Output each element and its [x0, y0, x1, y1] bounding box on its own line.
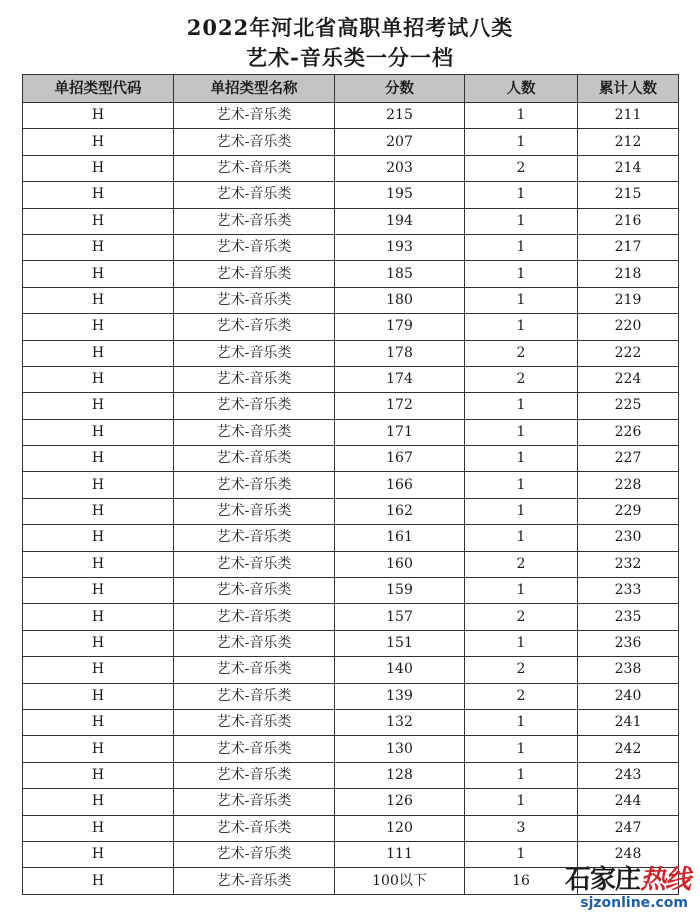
table-row: [23, 314, 679, 340]
table-row: [23, 182, 679, 208]
cell-type-name: 艺术-音乐类: [174, 287, 335, 313]
cell-type-name: 艺术-音乐类: [174, 578, 335, 604]
cell-type-name: 艺术-音乐类: [174, 446, 335, 472]
cell-score: 132: [335, 709, 465, 735]
cell-score: 172: [335, 393, 465, 419]
cell-type-name: 艺术-音乐类: [174, 366, 335, 392]
cell-type-name: 艺术-音乐类: [174, 762, 335, 788]
cell-type-name: 艺术-音乐类: [174, 683, 335, 709]
cell-type-name: 艺术-音乐类: [174, 182, 335, 208]
cell-cumulative: 227: [578, 446, 679, 472]
cell-cumulative: 226: [578, 419, 679, 445]
cell-cumulative: 236: [578, 630, 679, 656]
cell-count: 2: [465, 604, 578, 630]
cell-cumulative: 217: [578, 234, 679, 260]
table-row: [23, 208, 679, 234]
cell-cumulative: 218: [578, 261, 679, 287]
cell-count: 2: [465, 155, 578, 181]
cell-type-code: H: [23, 472, 174, 498]
cell-score: 174: [335, 366, 465, 392]
watermark-url: sjzonline.com: [580, 895, 688, 911]
table-body: [23, 103, 679, 895]
cell-type-code: H: [23, 551, 174, 577]
table-row: [23, 472, 679, 498]
cell-count: 1: [465, 208, 578, 234]
cell-type-code: H: [23, 314, 174, 340]
cell-score: 120: [335, 815, 465, 841]
table-row: [23, 129, 679, 155]
table-row: [23, 762, 679, 788]
cell-count: 1: [465, 182, 578, 208]
cell-count: 2: [465, 551, 578, 577]
cell-cumulative: 212: [578, 129, 679, 155]
cell-type-name: 艺术-音乐类: [174, 868, 335, 894]
cell-type-name: 艺术-音乐类: [174, 234, 335, 260]
cell-count: 1: [465, 129, 578, 155]
table-row: [23, 604, 679, 630]
cell-type-name: 艺术-音乐类: [174, 815, 335, 841]
cell-type-code: H: [23, 815, 174, 841]
table-row: [23, 630, 679, 656]
cell-score: 151: [335, 630, 465, 656]
table-row: [23, 393, 679, 419]
cell-score: 160: [335, 551, 465, 577]
cell-cumulative: 233: [578, 578, 679, 604]
cell-score: 100以下: [335, 868, 465, 894]
table-row: [23, 683, 679, 709]
cell-type-code: H: [23, 736, 174, 762]
cell-cumulative: 243: [578, 762, 679, 788]
cell-type-name: 艺术-音乐类: [174, 103, 335, 129]
cell-type-code: H: [23, 498, 174, 524]
cell-type-name: 艺术-音乐类: [174, 129, 335, 155]
column-header-type-code: 单招类型代码: [23, 75, 174, 103]
cell-type-code: H: [23, 287, 174, 313]
cell-score: 167: [335, 446, 465, 472]
cell-type-name: 艺术-音乐类: [174, 261, 335, 287]
column-header-count: 人数: [465, 75, 578, 103]
site-watermark-logo: [534, 859, 694, 911]
cell-cumulative: 214: [578, 155, 679, 181]
cell-type-name: 艺术-音乐类: [174, 525, 335, 551]
cell-type-code: H: [23, 103, 174, 129]
cell-count: 1: [465, 762, 578, 788]
cell-cumulative: 225: [578, 393, 679, 419]
cell-cumulative: 241: [578, 709, 679, 735]
cell-cumulative: 235: [578, 604, 679, 630]
cell-type-name: 艺术-音乐类: [174, 630, 335, 656]
table-row: [23, 234, 679, 260]
table-row: [23, 498, 679, 524]
cell-cumulative: 224: [578, 366, 679, 392]
document-subtitle: 艺术-音乐类一分一档: [246, 45, 454, 70]
cell-type-code: H: [23, 366, 174, 392]
cell-score: 166: [335, 472, 465, 498]
cell-cumulative: 216: [578, 208, 679, 234]
cell-score: 157: [335, 604, 465, 630]
table-row: [23, 287, 679, 313]
cell-score: 162: [335, 498, 465, 524]
cell-score: 207: [335, 129, 465, 155]
cell-type-name: 艺术-音乐类: [174, 709, 335, 735]
cell-count: 2: [465, 340, 578, 366]
score-table: [22, 74, 679, 895]
cell-cumulative: 247: [578, 815, 679, 841]
cell-cumulative: 220: [578, 314, 679, 340]
table-row: [23, 446, 679, 472]
column-header-score: 分数: [335, 75, 465, 103]
table-row: [23, 551, 679, 577]
document-title: 2022年河北省高职单招考试八类: [186, 15, 514, 40]
table-row: [23, 789, 679, 815]
cell-count: 2: [465, 683, 578, 709]
cell-score: 193: [335, 234, 465, 260]
cell-type-code: H: [23, 789, 174, 815]
cell-type-name: 艺术-音乐类: [174, 736, 335, 762]
cell-score: 139: [335, 683, 465, 709]
table-row: [23, 657, 679, 683]
cell-score: 178: [335, 340, 465, 366]
cell-type-name: 艺术-音乐类: [174, 551, 335, 577]
cell-score: 179: [335, 314, 465, 340]
cell-type-name: 艺术-音乐类: [174, 472, 335, 498]
cell-count: 1: [465, 630, 578, 656]
cell-count: 1: [465, 314, 578, 340]
table-row: [23, 261, 679, 287]
cell-type-name: 艺术-音乐类: [174, 841, 335, 867]
cell-count: 2: [465, 657, 578, 683]
cell-type-code: H: [23, 261, 174, 287]
table-row: [23, 736, 679, 762]
cell-type-code: H: [23, 630, 174, 656]
table-row: [23, 709, 679, 735]
cell-type-code: H: [23, 340, 174, 366]
cell-cumulative: 248: [578, 841, 679, 867]
cell-cumulative: 222: [578, 340, 679, 366]
cell-count: 1: [465, 393, 578, 419]
cell-type-code: H: [23, 709, 174, 735]
cell-count: 1: [465, 472, 578, 498]
cell-count: 1: [465, 261, 578, 287]
table-row: [23, 103, 679, 129]
cell-score: 140: [335, 657, 465, 683]
cell-type-code: H: [23, 393, 174, 419]
column-header-cumulative: 累计人数: [578, 75, 679, 103]
table-row: [23, 419, 679, 445]
cell-score: 159: [335, 578, 465, 604]
cell-score: 195: [335, 182, 465, 208]
cell-cumulative: 230: [578, 525, 679, 551]
cell-type-code: H: [23, 129, 174, 155]
cell-type-code: H: [23, 657, 174, 683]
cell-cumulative: 232: [578, 551, 679, 577]
table-header-row: [23, 75, 679, 103]
cell-count: 1: [465, 841, 578, 867]
cell-cumulative: 244: [578, 789, 679, 815]
cell-type-name: 艺术-音乐类: [174, 604, 335, 630]
cell-score: 126: [335, 789, 465, 815]
table-row: [23, 155, 679, 181]
cell-type-code: H: [23, 762, 174, 788]
cell-score: 161: [335, 525, 465, 551]
cell-count: 2: [465, 366, 578, 392]
cell-cumulative: 240: [578, 683, 679, 709]
cell-type-code: H: [23, 446, 174, 472]
cell-type-name: 艺术-音乐类: [174, 340, 335, 366]
cell-count: 3: [465, 815, 578, 841]
watermark-name: [565, 859, 690, 896]
watermark-name-part1: 石家庄: [564, 865, 640, 895]
cell-cumulative: 242: [578, 736, 679, 762]
cell-type-name: 艺术-音乐类: [174, 498, 335, 524]
cell-cumulative: 229: [578, 498, 679, 524]
table-row: [23, 340, 679, 366]
cell-type-code: H: [23, 841, 174, 867]
table-row: [23, 366, 679, 392]
cell-type-code: H: [23, 868, 174, 894]
cell-cumulative: 215: [578, 182, 679, 208]
cell-type-code: H: [23, 419, 174, 445]
cell-count: 1: [465, 498, 578, 524]
table-row: [23, 815, 679, 841]
column-header-type-name: 单招类型名称: [174, 75, 335, 103]
cell-count: 1: [465, 103, 578, 129]
cell-type-name: 艺术-音乐类: [174, 657, 335, 683]
cell-count: 1: [465, 419, 578, 445]
cell-type-code: H: [23, 155, 174, 181]
cell-type-name: 艺术-音乐类: [174, 419, 335, 445]
cell-count: 1: [465, 287, 578, 313]
cell-type-name: 艺术-音乐类: [174, 314, 335, 340]
cell-type-code: H: [23, 525, 174, 551]
cell-count: 1: [465, 234, 578, 260]
cell-count: 16: [465, 868, 578, 894]
cell-count: 1: [465, 789, 578, 815]
watermark-name-part2: 热线: [639, 865, 690, 895]
cell-score: 203: [335, 155, 465, 181]
cell-count: 1: [465, 578, 578, 604]
cell-score: 215: [335, 103, 465, 129]
cell-type-code: H: [23, 182, 174, 208]
cell-score: 111: [335, 841, 465, 867]
cell-cumulative: 219: [578, 287, 679, 313]
cell-count: 1: [465, 736, 578, 762]
cell-score: 128: [335, 762, 465, 788]
cell-type-name: 艺术-音乐类: [174, 789, 335, 815]
cell-cumulative: 211: [578, 103, 679, 129]
cell-score: 171: [335, 419, 465, 445]
table-row: [23, 578, 679, 604]
cell-count: 1: [465, 446, 578, 472]
cell-type-code: H: [23, 208, 174, 234]
cell-score: 180: [335, 287, 465, 313]
cell-cumulative: 238: [578, 657, 679, 683]
table-row: [23, 525, 679, 551]
cell-type-code: H: [23, 683, 174, 709]
cell-cumulative: 228: [578, 472, 679, 498]
cell-score: 130: [335, 736, 465, 762]
cell-type-code: H: [23, 578, 174, 604]
cell-score: 194: [335, 208, 465, 234]
cell-type-name: 艺术-音乐类: [174, 393, 335, 419]
cell-type-code: H: [23, 234, 174, 260]
cell-type-name: 艺术-音乐类: [174, 155, 335, 181]
cell-score: 185: [335, 261, 465, 287]
cell-type-code: H: [23, 604, 174, 630]
cell-type-name: 艺术-音乐类: [174, 208, 335, 234]
cell-count: 1: [465, 709, 578, 735]
cell-count: 1: [465, 525, 578, 551]
